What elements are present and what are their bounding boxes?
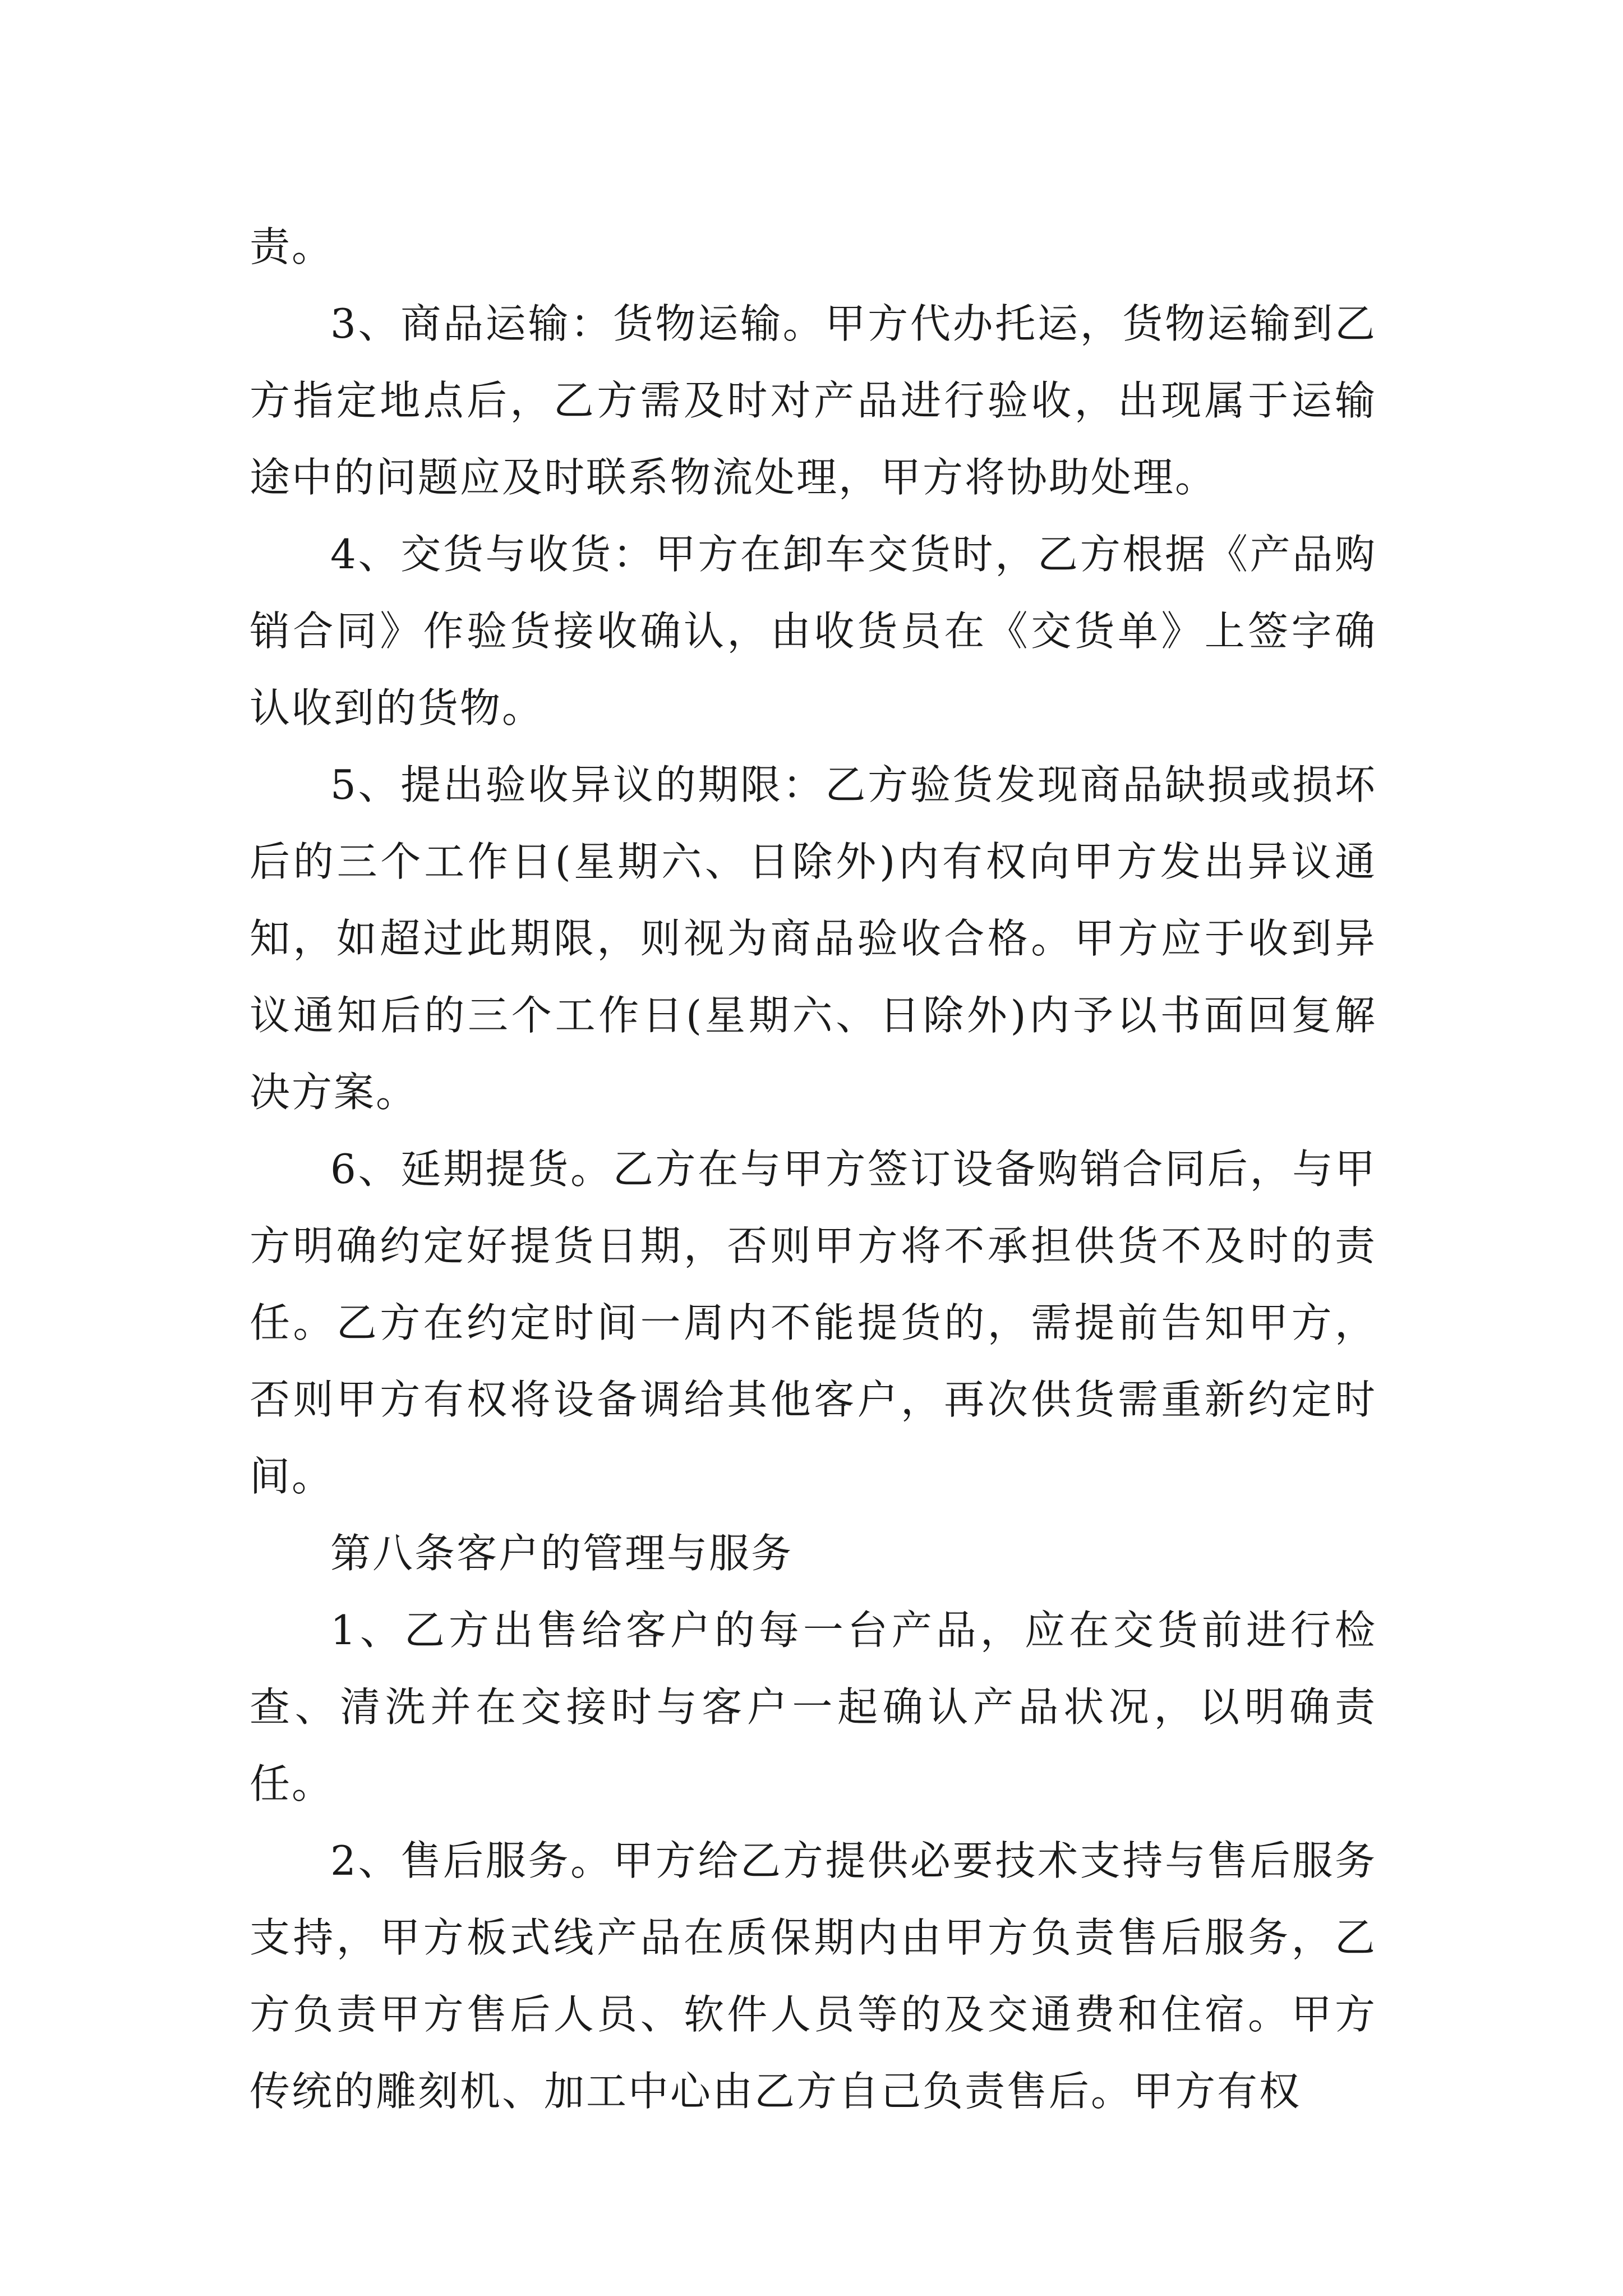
paragraph-clause-6-delayed-pickup: 6、延期提货。乙方在与甲方签订设备购销合同后，与甲方明确约定好提货日期，否则甲方将不承担供货不及时的责任。乙方在约定时间一周内不能提货的，需提前告知甲方，否则甲方有权将设备调给其他客户，再次供货需重新约定时间。 [250, 1145, 1377, 1500]
paragraph-article-8-clause-2: 2、售后服务。甲方给乙方提供必要技术支持与售后服务支持，甲方板式线产品在质保期内由甲方负责售后服务，乙方负责甲方售后人员、软件人员等的及交通费和住宿。甲方传统的雕刻机、加工中心由乙方自己负责售后。甲方有权 [250, 1837, 1377, 2115]
paragraph-clause-4-delivery: 4、交货与收货：甲方在卸车交货时，乙方根据《产品购销合同》作验货接收确认，由收货员在《交货单》上签字确认收到的货物。 [250, 531, 1377, 731]
paragraph-clause-5-objection-period: 5、提出验收异议的期限：乙方验货发现商品缺损或损坏后的三个工作日(星期六、日除外)内有权向甲方发出异议通知，如超过此期限，则视为商品验收合格。甲方应于收到异议通知后的三个工作日(星期六、日除外)内予以书面回复解决方案。 [250, 761, 1377, 1116]
section-heading-article-8: 第八条客户的管理与服务 [330, 1530, 794, 1577]
paragraph-continuation: 责。 [250, 223, 334, 270]
paragraph-article-8-clause-1: 1、乙方出售给客户的每一台产品，应在交货前进行检查、清洗并在交接时与客户一起确认产品状况，以明确责任。 [250, 1607, 1377, 1807]
paragraph-clause-3-transport: 3、商品运输：货物运输。甲方代办托运，货物运输到乙方指定地点后，乙方需及时对产品进行验收，出现属于运输途中的问题应及时联系物流处理，甲方将协助处理。 [250, 300, 1377, 501]
document-body [250, 209, 1377, 2130]
